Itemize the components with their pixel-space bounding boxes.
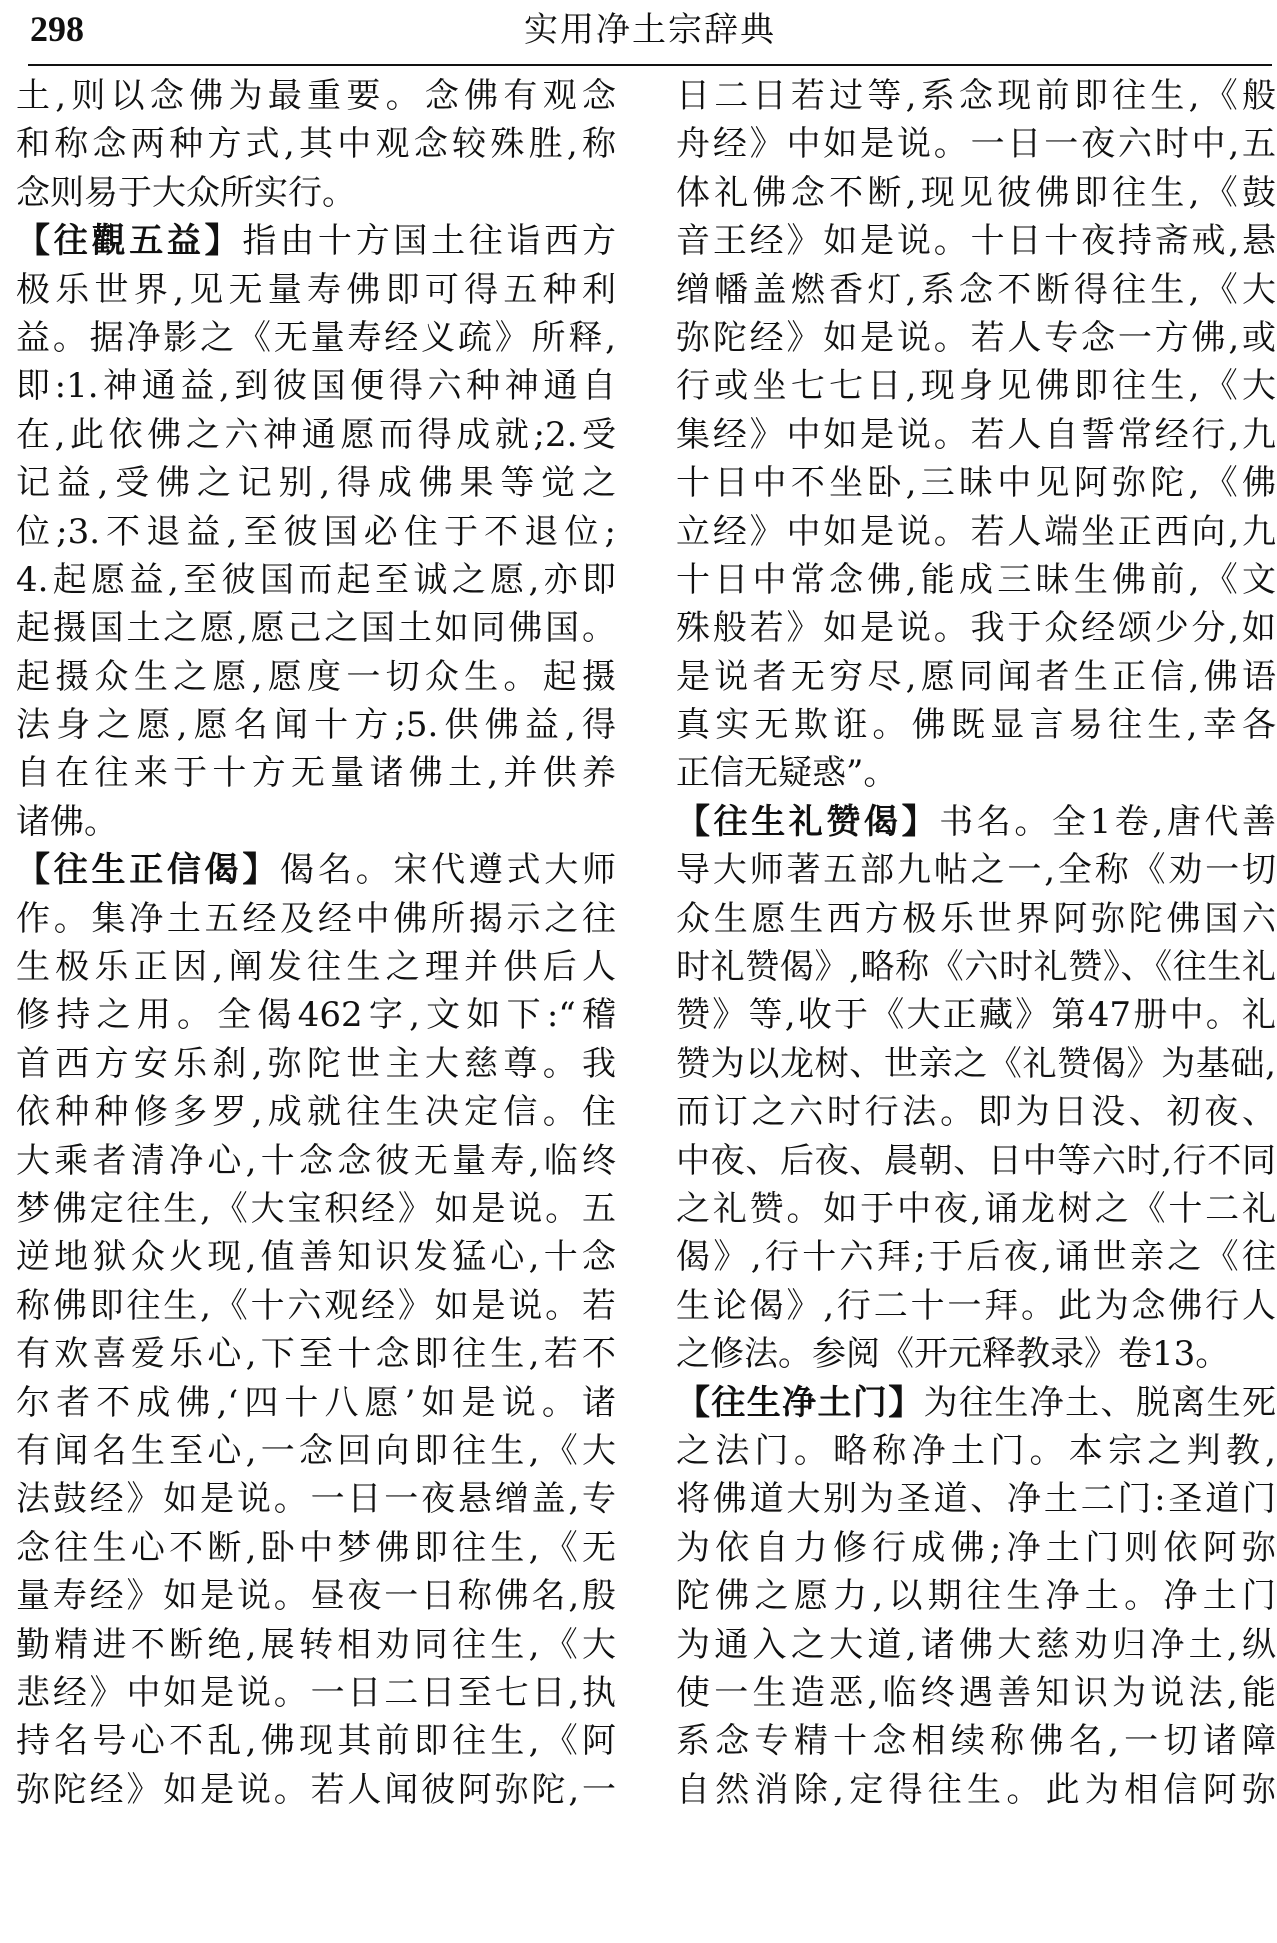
text-line: 【往生净土门】为往生净土、脱离生死 <box>676 1382 1276 1423</box>
text-line: 诸佛。 <box>16 801 118 842</box>
entry-headword: 【往觀五益】 <box>16 221 243 262</box>
text-line: 在,此依佛之六神通愿而得成就;2.受 <box>16 414 616 455</box>
text-line: 悲经》中如是说。一日二日至七日,执 <box>16 1672 616 1713</box>
text-line: 和称念两种方式,其中观念较殊胜,称 <box>16 124 616 165</box>
running-title: 实用净土宗辞典 <box>524 10 776 50</box>
entry-headword: 【往生礼赞偈】 <box>676 801 940 842</box>
text-line: 尔者不成佛,‘四十八愿’如是说。诸 <box>16 1382 616 1423</box>
text-line: 称佛即往生,《十六观经》如是说。若 <box>16 1285 616 1326</box>
text-line: 音王经》如是说。十日十夜持斋戒,悬 <box>676 221 1276 262</box>
text-line: 之修法。参阅《开元释教录》卷13。 <box>676 1334 1230 1375</box>
text-line: 是说者无穷尽,愿同闻者生正信,佛语 <box>676 656 1276 697</box>
text-line: 益。据净影之《无量寿经义疏》所释, <box>16 317 616 358</box>
text-line: 法身之愿,愿名闻十方;5.供佛益,得 <box>16 705 616 746</box>
text-line: 位;3.不退益,至彼国必住于不退位; <box>16 511 616 552</box>
text-line: 【往生正信偈】偈名。宋代遵式大师 <box>16 850 616 891</box>
text-line: 集经》中如是说。若人自誓常经行,九 <box>676 414 1276 455</box>
text-line: 持名号心不乱,佛现其前即往生,《阿 <box>16 1721 616 1762</box>
text-line: 殊般若》如是说。我于众经颂少分,如 <box>676 608 1276 649</box>
text-line: 逆地狱众火现,值善知识发猛心,十念 <box>16 1237 616 1278</box>
text-line: 将佛道大别为圣道、净土二门:圣道门 <box>676 1479 1276 1520</box>
text-line: 真实无欺诳。佛既显言易往生,幸各 <box>676 705 1276 746</box>
text-line: 极乐世界,见无量寿佛即可得五种利 <box>16 269 616 310</box>
text-line: 念则易于大众所实行。 <box>16 172 356 213</box>
text-line: 赞为以龙树、世亲之《礼赞偈》为基础, <box>676 1043 1276 1084</box>
text-line: 系念专精十念相续称佛名,一切诸障 <box>676 1721 1276 1762</box>
text-line: 自然消除,定得往生。此为相信阿弥 <box>676 1769 1276 1810</box>
text-line: 起摄众生之愿,愿度一切众生。起摄 <box>16 656 616 697</box>
text-line: 陀佛之愿力,以期往生净土。净土门 <box>676 1576 1276 1617</box>
text-line: 记益,受佛之记别,得成佛果等觉之 <box>16 463 616 504</box>
text-line: 十日中不坐卧,三昧中见阿弥陀,《佛 <box>676 463 1276 504</box>
text-line: 4.起愿益,至彼国而起至诚之愿,亦即 <box>16 559 616 600</box>
left-column <box>16 72 616 1814</box>
text-line: 【往生礼赞偈】书名。全1卷,唐代善 <box>676 801 1276 842</box>
text-line: 时礼赞偈》,略称《六时礼赞》、《往生礼 <box>676 947 1276 988</box>
text-line: 作。集净土五经及经中佛所揭示之往 <box>16 898 616 939</box>
text-line: 自在往来于十方无量诸佛土,并供养 <box>16 753 616 794</box>
text-line: 偈》,行十六拜;于后夜,诵世亲之《往 <box>676 1237 1276 1278</box>
text-line: 之法门。略称净土门。本宗之判教, <box>676 1430 1276 1471</box>
text-line: 勤精进不断绝,展转相劝同往生,《大 <box>16 1624 616 1665</box>
text-line: 量寿经》如是说。昼夜一日称佛名,殷 <box>16 1576 616 1617</box>
text-line: 念往生心不断,卧中梦佛即往生,《无 <box>16 1527 616 1568</box>
text-line: 赞》等,收于《大正藏》第47册中。礼 <box>676 995 1276 1036</box>
text-line: 舟经》中如是说。一日一夜六时中,五 <box>676 124 1276 165</box>
page-header <box>28 0 1272 66</box>
right-column <box>676 72 1276 1814</box>
text-line: 立经》中如是说。若人端坐正西向,九 <box>676 511 1276 552</box>
text-line: 即:1.神通益,到彼国便得六种神通自 <box>16 366 616 407</box>
text-line: 有闻名生至心,一念回向即往生,《大 <box>16 1430 616 1471</box>
page-number: 298 <box>30 9 84 49</box>
text-line: 而订之六时行法。即为日没、初夜、 <box>676 1092 1276 1133</box>
text-line: 梦佛定往生,《大宝积经》如是说。五 <box>16 1188 616 1229</box>
text-line: 使一生造恶,临终遇善知识为说法,能 <box>676 1672 1276 1713</box>
text-line: 行或坐七七日,现身见佛即往生,《大 <box>676 366 1276 407</box>
text-line: 弥陀经》如是说。若人闻彼阿弥陀,一 <box>16 1769 616 1810</box>
text-line: 体礼佛念不断,现见彼佛即往生,《鼓 <box>676 172 1276 213</box>
text-line: 众生愿生西方极乐世界阿弥陀佛国六 <box>676 898 1276 939</box>
text-line: 首西方安乐刹,弥陀世主大慈尊。我 <box>16 1043 616 1084</box>
text-line: 中夜、后夜、晨朝、日中等六时,行不同 <box>676 1140 1276 1181</box>
text-line: 生极乐正因,阐发往生之理并供后人 <box>16 947 616 988</box>
text-line: 弥陀经》如是说。若人专念一方佛,或 <box>676 317 1276 358</box>
text-line: 十日中常念佛,能成三昧生佛前,《文 <box>676 559 1276 600</box>
text-line: 缯幡盖燃香灯,系念不断得往生,《大 <box>676 269 1276 310</box>
text-line: 生论偈》,行二十一拜。此为念佛行人 <box>676 1285 1276 1326</box>
text-line: 修持之用。全偈462字,文如下:“稽 <box>16 995 616 1036</box>
text-line: 依种种修多罗,成就往生决定信。住 <box>16 1092 616 1133</box>
text-line: 为通入之大道,诸佛大慈劝归净土,纵 <box>676 1624 1276 1665</box>
text-line: 导大师著五部九帖之一,全称《劝一切 <box>676 850 1276 891</box>
text-line: 土,则以念佛为最重要。念佛有观念 <box>16 76 616 116</box>
text-line: 有欢喜爱乐心,下至十念即往生,若不 <box>16 1334 616 1375</box>
text-line: 为依自力修行成佛;净土门则依阿弥 <box>676 1527 1276 1568</box>
text-line: 之礼赞。如于中夜,诵龙树之《十二礼 <box>676 1188 1276 1229</box>
text-line: 大乘者清净心,十念念彼无量寿,临终 <box>16 1140 616 1181</box>
entry-headword: 【往生正信偈】 <box>16 850 281 891</box>
text-line: 【往觀五益】指由十方国土往诣西方 <box>16 221 616 262</box>
text-line: 正信无疑惑”。 <box>676 753 898 794</box>
entry-headword: 【往生净土门】 <box>676 1382 924 1423</box>
text-line: 起摄国土之愿,愿己之国土如同佛国。 <box>16 608 616 649</box>
text-line: 法鼓经》如是说。一日一夜悬缯盖,专 <box>16 1479 616 1520</box>
text-line: 日二日若过等,系念现前即往生,《般 <box>676 76 1276 116</box>
